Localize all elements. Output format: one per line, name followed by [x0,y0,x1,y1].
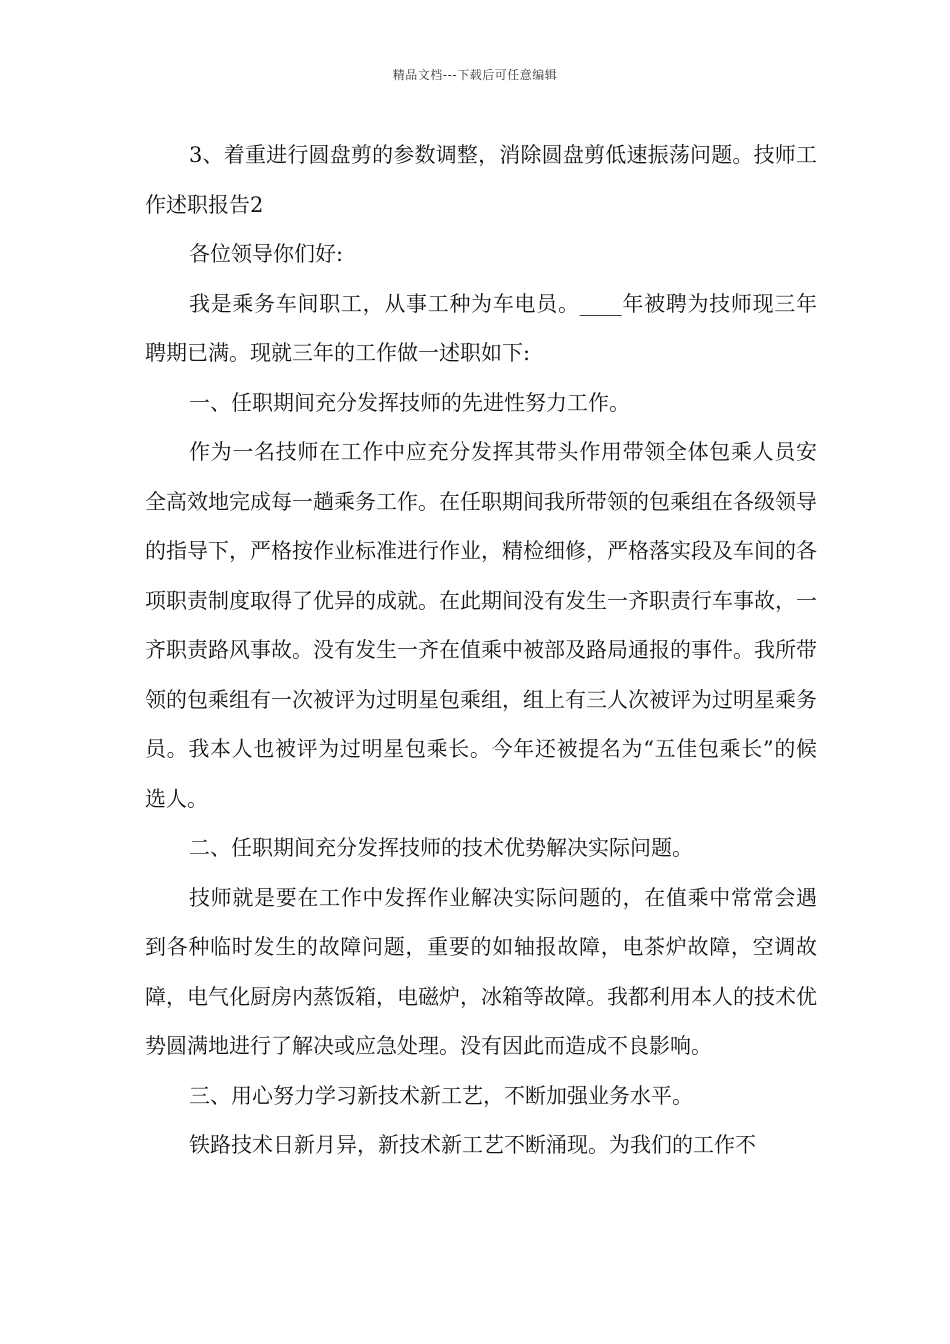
paragraph-1: 3、着重进行圆盘剪的参数调整，消除圆盘剪低速振荡问题。技师工作述职报告2 [145,143,817,217]
paragraph-2: 各位领导你们好: [189,242,344,266]
paragraph-7: 技师就是要在工作中发挥作业解决实际问题的，在值乘中常常会遇到各种临时发生的故障问题，重要的如轴报故障，电茶炉故障，空调故障，电气化厨房内蒸饭箱，电磁炉，冰箱等故障。我都利用本人的技术优势圆满地进行了解决或应急处理。没有因此而造成不良影响。 [145,885,817,1058]
paragraph-8: 三、用心努力学习新技术新工艺，不断加强业务水平。 [189,1083,693,1108]
paragraph-3: 我是乘务车间职工，从事工种为车电员。____年被聘为技师现三年聘期已满。现就三年的工作做一述职如下: [145,291,817,365]
paragraph-4: 一、任职期间充分发挥技师的先进性努力工作。 [189,390,630,415]
paragraph-5: 作为一名技师在工作中应充分发挥其带头作用带领全体包乘人员安全高效地完成每一趟乘务工作。在任职期间我所带领的包乘组在各级领导的指导下，严格按作业标准进行作业，精检细修，严格落实段及车间的各项职责制度取得了优异的成就。在此期间没有发生一齐职责行车事故，一齐职责路风事故。没有发生一齐在值乘中被部及路局通报的事件。我所带领的包乘组有一次被评为过明星包乘组，组上有三人次被评为过明星乘务员。我本人也被评为过明星包乘长。今年还被提名为“五佳包乘长”的候选人。 [145,440,817,811]
page-header: 精品文档---下载后可任意编辑 [392,68,558,82]
paragraph-6: 二、任职期间充分发挥技师的技术优势解决实际问题。 [189,836,693,860]
paragraph-9: 铁路技术日新月异，新技术新工艺不断涌现。为我们的工作不 [189,1133,756,1157]
document-body [145,131,817,1171]
